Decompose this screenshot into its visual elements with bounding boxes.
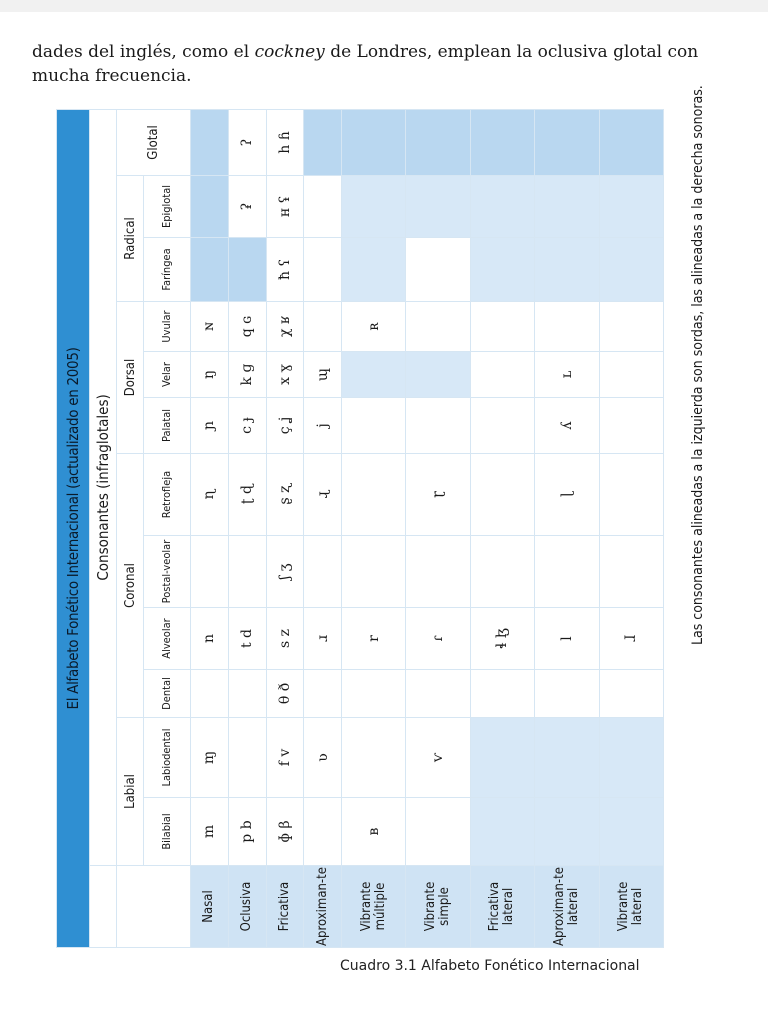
ipa-cell — [342, 352, 406, 398]
manner-fricativa: Fricativa — [266, 866, 304, 948]
ipa-cell: ɭ — [535, 454, 599, 536]
ipa-cell — [342, 176, 406, 238]
place-uvular: Uvular — [144, 302, 191, 352]
ipa-cell: ɳ — [191, 454, 229, 536]
ipa-cell — [599, 718, 663, 798]
ipa-cell — [599, 302, 663, 352]
ipa-cell — [191, 109, 229, 175]
group-radical: Radical — [117, 176, 144, 302]
ipa-cell — [304, 536, 342, 608]
ipa-cell: h ɦ — [266, 109, 304, 175]
ipa-cell — [535, 109, 599, 175]
ipa-cell — [406, 176, 470, 238]
ipa-cell — [406, 238, 470, 302]
place-velar: Velar — [144, 352, 191, 398]
ipa-cell — [406, 398, 470, 454]
ipa-cell: j — [304, 398, 342, 454]
ipa-cell: ɺ — [599, 608, 663, 670]
ipa-cell — [228, 670, 266, 718]
ipa-cell — [599, 352, 663, 398]
intro-italic: cockney — [254, 42, 325, 62]
place-alveolar: Alveolar — [144, 608, 191, 670]
ipa-cell — [599, 798, 663, 866]
ipa-cell — [470, 109, 534, 175]
ipa-cell — [191, 176, 229, 238]
group-dorsal: Dorsal — [117, 302, 144, 454]
ipa-cell — [470, 352, 534, 398]
ipa-cell — [406, 798, 470, 866]
ipa-cell — [535, 302, 599, 352]
ipa-cell: ʎ — [535, 398, 599, 454]
ipa-cell: ʙ — [342, 798, 406, 866]
place-bilabial: Bilabial — [144, 798, 191, 866]
ipa-cell — [304, 670, 342, 718]
ipa-cell: f v — [266, 718, 304, 798]
intro-text-1: dades del inglés, como el — [32, 42, 255, 62]
ipa-cell: r — [342, 608, 406, 670]
ipa-cell — [342, 536, 406, 608]
ipa-cell: ʃ ʒ — [266, 536, 304, 608]
ipa-cell: l — [535, 608, 599, 670]
ipa-cell: ɱ — [191, 718, 229, 798]
ipa-cell: ʂ ʐ — [266, 454, 304, 536]
ipa-cell — [599, 670, 663, 718]
ipa-cell: ɴ — [191, 302, 229, 352]
ipa-cell — [406, 302, 470, 352]
figure-caption: Cuadro 3.1 Alfabeto Fonético Internacional — [340, 958, 640, 974]
ipa-cell: ç ʝ — [266, 398, 304, 454]
ipa-cell: m — [191, 798, 229, 866]
ipa-cell: ʟ — [535, 352, 599, 398]
ipa-cell: n — [191, 608, 229, 670]
place-labiodental: Labiodental — [144, 718, 191, 798]
place-postalveolar: Postal-veolar — [144, 536, 191, 608]
ipa-cell — [304, 109, 342, 175]
ipa-cell — [304, 302, 342, 352]
ipa-cell: ʡ — [228, 176, 266, 238]
ipa-cell: ɹ — [304, 608, 342, 670]
ipa-cell: θ ð — [266, 670, 304, 718]
ipa-cell — [599, 109, 663, 175]
ipa-cell: ⱱ — [406, 718, 470, 798]
ipa-cell: ɻ — [304, 454, 342, 536]
ipa-cell — [342, 238, 406, 302]
ipa-cell: q ɢ — [228, 302, 266, 352]
ipa-cell: ɸ β — [266, 798, 304, 866]
manner-vibrante-multiple: Vibrante múltiple — [342, 866, 406, 948]
table-title: El Alfabeto Fonético Internacional (actualizado en 2005) — [57, 109, 90, 947]
ipa-cell: x ɣ — [266, 352, 304, 398]
ipa-cell: χ ʁ — [266, 302, 304, 352]
ipa-cell — [406, 536, 470, 608]
ipa-cell — [342, 398, 406, 454]
ipa-cell — [535, 238, 599, 302]
ipa-chart — [56, 110, 664, 948]
manner-aproximante-lateral: Aproximan-te lateral — [535, 866, 599, 948]
ipa-cell — [228, 238, 266, 302]
place-faringea: Faríngea — [144, 238, 191, 302]
ipa-table — [56, 109, 664, 948]
ipa-cell: t d — [228, 608, 266, 670]
ipa-cell — [228, 718, 266, 798]
ipa-cell — [191, 670, 229, 718]
ipa-cell — [191, 536, 229, 608]
ipa-cell — [470, 398, 534, 454]
ipa-cell — [470, 718, 534, 798]
ipa-cell: ʜ ʢ — [266, 176, 304, 238]
ipa-cell: ʋ — [304, 718, 342, 798]
ipa-cell — [599, 454, 663, 536]
manner-vibrante-lateral: Vibrante lateral — [599, 866, 663, 948]
place-retrofleja: Retrofleja — [144, 454, 191, 536]
ipa-cell — [406, 352, 470, 398]
ipa-cell: ɬ ɮ — [470, 608, 534, 670]
ipa-cell: ʔ — [228, 109, 266, 175]
ipa-cell — [470, 176, 534, 238]
ipa-cell — [304, 238, 342, 302]
ipa-cell — [342, 718, 406, 798]
ipa-cell — [535, 718, 599, 798]
ipa-cell — [599, 398, 663, 454]
group-coronal: Coronal — [117, 454, 144, 718]
table-subtitle: Consonantes (infraglotales) — [90, 109, 117, 865]
ipa-cell — [470, 454, 534, 536]
ipa-cell — [470, 302, 534, 352]
ipa-cell — [470, 798, 534, 866]
ipa-cell: ʈ ɖ — [228, 454, 266, 536]
ipa-cell — [599, 536, 663, 608]
ipa-cell — [342, 109, 406, 175]
ipa-cell: ɲ — [191, 398, 229, 454]
ipa-cell — [228, 536, 266, 608]
ipa-cell: p b — [228, 798, 266, 866]
ipa-cell — [535, 798, 599, 866]
ipa-cell — [470, 670, 534, 718]
group-glotal: Glotal — [117, 109, 191, 175]
place-palatal: Palatal — [144, 398, 191, 454]
ipa-cell: ɾ — [406, 608, 470, 670]
ipa-cell — [342, 670, 406, 718]
ipa-cell: ħ ʕ — [266, 238, 304, 302]
ipa-cell — [406, 670, 470, 718]
ipa-cell — [342, 454, 406, 536]
manner-fricativa-lateral: Fricativa lateral — [470, 866, 534, 948]
place-epiglotal: Epiglotal — [144, 176, 191, 238]
ipa-cell: ʀ — [342, 302, 406, 352]
manner-aproximante: Aproximan-te — [304, 866, 342, 948]
ipa-cell — [304, 176, 342, 238]
ipa-cell: c ɟ — [228, 398, 266, 454]
place-dental: Dental — [144, 670, 191, 718]
ipa-cell: ɰ — [304, 352, 342, 398]
manner-oclusiva: Oclusiva — [228, 866, 266, 948]
side-note-wrap — [688, 85, 708, 645]
side-note: Las consonantes alineadas a la izquierda son sordas, las alineadas a la derecha sonoras. — [690, 85, 706, 645]
ipa-cell — [599, 176, 663, 238]
ipa-cell: k ɡ — [228, 352, 266, 398]
ipa-cell — [535, 670, 599, 718]
ipa-cell — [191, 238, 229, 302]
ipa-cell: ɽ — [406, 454, 470, 536]
ipa-cell: s z — [266, 608, 304, 670]
ipa-cell — [304, 798, 342, 866]
ipa-cell — [535, 176, 599, 238]
ipa-cell — [470, 238, 534, 302]
intro-paragraph — [32, 40, 732, 88]
ipa-cell — [535, 536, 599, 608]
ipa-cell — [406, 109, 470, 175]
ipa-cell: ŋ — [191, 352, 229, 398]
ipa-cell — [470, 536, 534, 608]
top-strip — [0, 0, 768, 12]
intro-text-2: de Londres, emplean la oclusiva glotal con mucha frecuencia. — [32, 42, 699, 86]
manner-nasal: Nasal — [191, 866, 229, 948]
ipa-cell — [599, 238, 663, 302]
group-labial: Labial — [117, 718, 144, 866]
manner-vibrante-simple: Vibrante simple — [406, 866, 470, 948]
